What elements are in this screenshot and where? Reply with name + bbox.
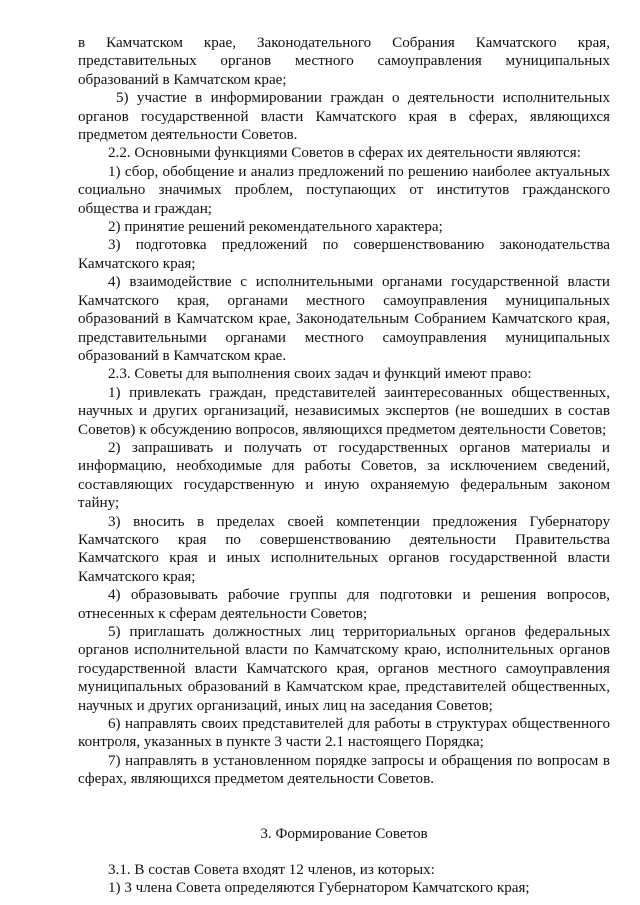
paragraph-function-4: 4) взаимодействие с исполнительными органами государственной власти Камчатского края, органами местного самоуправления муниципальных образований в Камчатском крае, Законодательным Собранием Камчатского края, представительными органами местного самоуправления муниципальных образований в Камчатском крае. [78, 274, 610, 364]
paragraph-right-1: 1) привлекать граждан, представителей заинтересованных общественных, научных и других организаций, независимых экспертов (не вошедших в состав Советов) к обсуждению вопросов, являющихся предметом деятельности Советов; [78, 384, 610, 438]
section-heading: 3. Формирование Советов [260, 825, 428, 842]
paragraph-function-3: 3) подготовка предложений по совершенствованию законодательства Камчатского края; [78, 237, 610, 272]
paragraph-right-4: 4) образовывать рабочие группы для подготовки и решения вопросов, отнесенных к сферам деятельности Советов; [78, 587, 610, 622]
paragraph-function-1: 1) сбор, обобщение и анализ предложений по решению наиболее актуальных социально значимых проблем, поступающих от институтов гражданского общества и граждан; [78, 163, 610, 217]
paragraph-right-7: 7) направлять в установленном порядке запросы и обращения по вопросам в сферах, являющихся предметом деятельности Советов. [78, 752, 610, 788]
section-gap-top [78, 789, 610, 825]
document-page [78, 34, 610, 898]
paragraph-item-5-informing: 5) участие в информировании граждан о деятельности исполнительных органов государственной власти Камчатского края в сферах, являющихся предметом деятельности Советов. [78, 90, 610, 144]
paragraph-right-3: 3) вносить в пределах своей компетенции предложения Губернатору Камчатского края по совершенствованию деятельности Правительства Камчатского края и иных исполнительных органов государственной власти Камчатского края; [78, 513, 610, 585]
paragraph-member-1: 1) 3 члена Совета определяются Губернатором Камчатского края; [108, 880, 530, 897]
paragraph-right-2: 2) запрашивать и получать от государственных органов материалы и информацию, необходимые для работы Советов, за исключением сведений, составляющих государственную и иную охраняемую федеральным законом тайну; [78, 439, 610, 512]
paragraph-function-2: 2) принятие решений рекомендательного характера; [108, 219, 443, 236]
paragraph-2-2-functions: 2.2. Основными функциями Советов в сферах их деятельности являются: [108, 145, 581, 162]
paragraph-2-3-rights: 2.3. Советы для выполнения своих задач и функций имеют право: [108, 366, 532, 383]
paragraph-right-5: 5) приглашать должностных лиц территориальных органов федеральных органов исполнительной власти по Камчатскому краю, исполнительных органов государственной власти Камчатского края, органов местного самоуправления муниципальных образований в Камчатском крае, представителей общественных, научных и других организаций, иных лиц на заседания Советов; [78, 624, 610, 714]
section-gap-bottom [78, 843, 610, 861]
paragraph-continuation: в Камчатском крае, Законодательного Собрания Камчатского края, представительных органов местного самоуправления муниципальных образований в Камчатском крае; [78, 35, 610, 88]
paragraph-3-1-composition: 3.1. В состав Совета входят 12 членов, из которых: [108, 862, 435, 879]
paragraph-right-6: 6) направлять своих представителей для работы в структурах общественного контроля, указанных в пункте 3 части 2.1 настоящего Порядка; [78, 716, 610, 751]
